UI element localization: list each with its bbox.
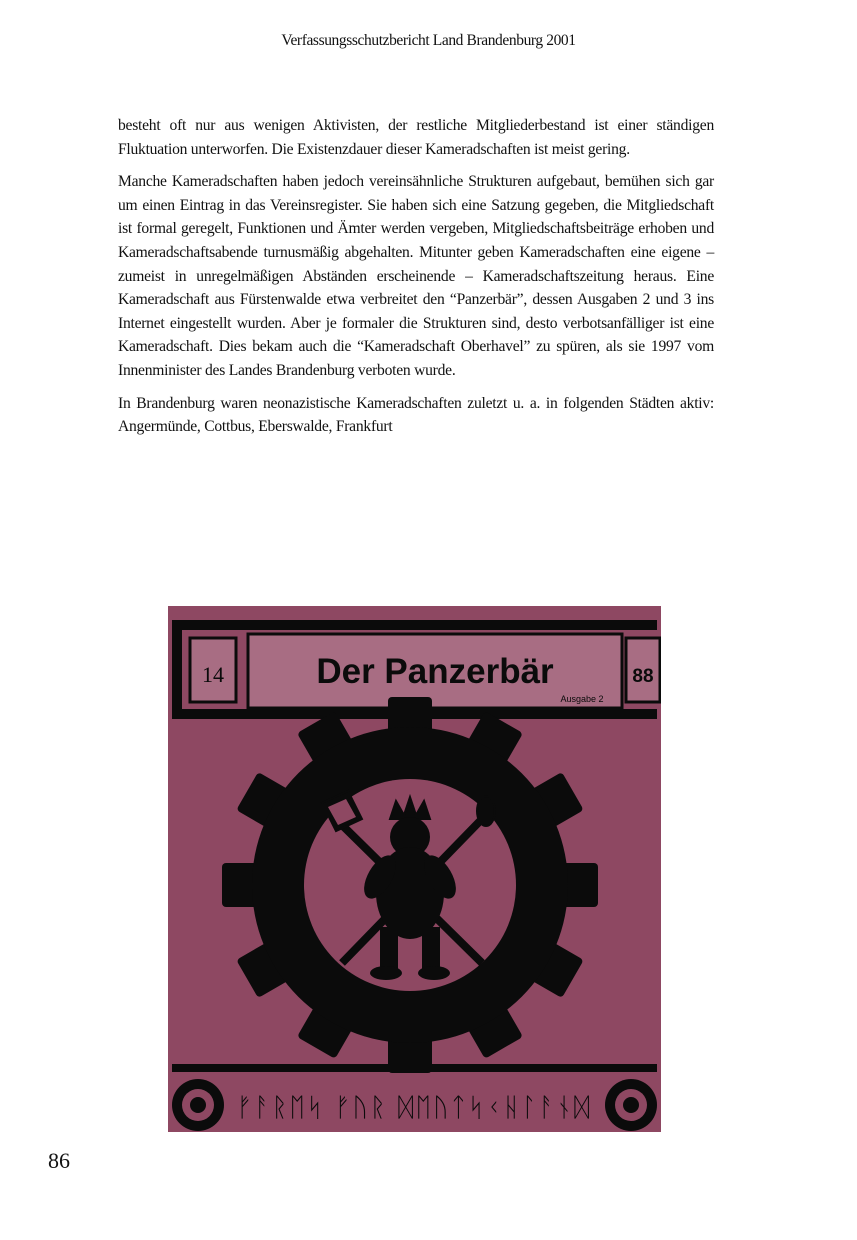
header-band-top-rule bbox=[172, 620, 657, 630]
paragraph-3: In Brandenburg waren neonazistische Kameradschaften zuletzt u. a. in folgenden Städten aktiv: Angermünde, Cottbus, Eberswalde, Frankfurt bbox=[118, 394, 714, 436]
bottom-band-rule bbox=[172, 1064, 657, 1072]
paragraph-2: Manche Kameradschaften haben jedoch vereinsähnliche Strukturen aufgebaut, bemühen sich gar um einen Eintrag in das Vereinsregister. Sie haben sich eine Satzung gegeben, die Mitgliedschaft ist formal geregelt, Funktionen und Ämter werden vergeben, Mitgliedschaftsbeiträge erhoben und Kameradschaftsabende turnusmäßig abgehalten. Mitunter geben Kameradschaften eine eigene – zumeist in unregelmäßigen Abständen erscheinende – Kameradschaftszeitung heraus. Eine Kameradschaft aus Fürstenwalde etwa verbreitet den “Panzerbär”, dessen Ausgaben 2 und 3 ins Internet eingestellt wurden. Aber je formaler die Strukturen sind, desto verbotsanfälliger ist eine Kameradschaft. Dies bekam auch die “Kameradschaft Oberhavel” zu spüren, als sie 1997 vom Innenminister des Landes Brandenburg verboten wurde. bbox=[118, 173, 714, 379]
header-band-left-rule bbox=[172, 620, 182, 719]
panzerbaer-cover-image bbox=[168, 606, 661, 1132]
rune-text: ᚠᚨᚱᛖᛋ ᚠᚢᚱ ᛞᛖᚢᛏᛋᚲᚺᛚᚨᚾᛞ bbox=[236, 1093, 592, 1123]
paragraph-1: besteht oft nur aus wenigen Aktivisten, der restliche Mitgliederbestand ist einer ständigen Fluktuation unterworfen. Die Existenzdauer dieser Kameradschaften ist meist gering. bbox=[118, 117, 714, 158]
left-number: 14 bbox=[202, 662, 224, 687]
running-header: Verfassungsschutzbericht Land Brandenburg 2001 bbox=[281, 32, 576, 49]
page-number: 86 bbox=[48, 1148, 70, 1173]
right-number: 88 bbox=[632, 666, 654, 687]
cover-title: Der Panzerbär bbox=[316, 652, 554, 691]
issue-label: Ausgabe 2 bbox=[560, 694, 604, 704]
body-text bbox=[118, 114, 714, 448]
